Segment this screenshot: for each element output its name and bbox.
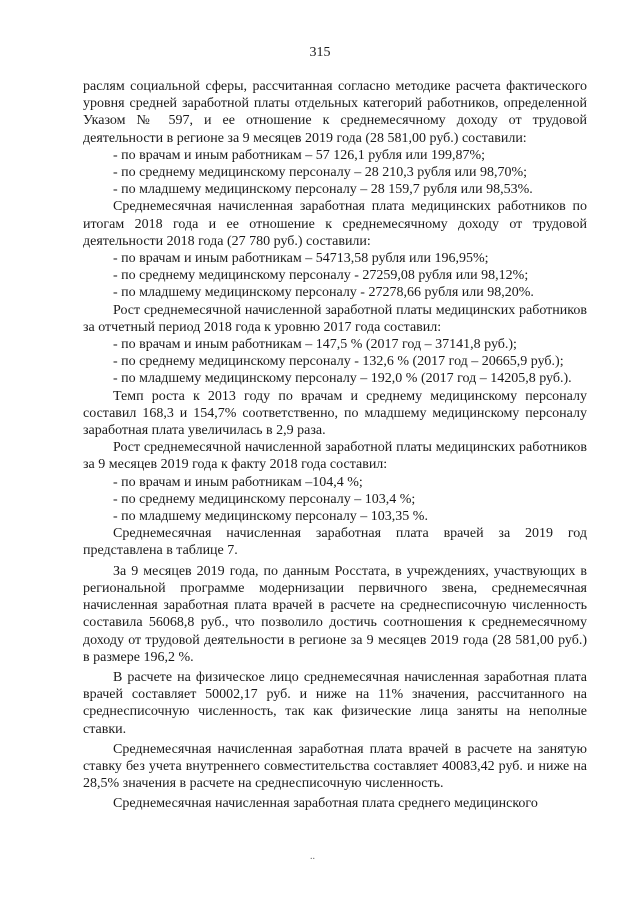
paragraph: Рост среднемесячной начисленной заработной платы медицинских работников за 9 месяцев 2019 года к факту 2018 года составил: <box>83 440 587 473</box>
list-item: - по младшему медицинскому персоналу – 192,0 % (2017 год – 14205,8 руб.). <box>113 371 572 387</box>
list-item: - по врачам и иным работникам – 147,5 % (2017 год – 37141,8 руб.); <box>113 337 517 353</box>
list-item: - по среднему медицинскому персоналу - 27259,08 рубля или 98,12%; <box>113 268 529 284</box>
page-number: 315 <box>309 45 331 60</box>
paragraph-continuation: раслям социальной сферы, рассчитанная согласно методике расчета фактического уровня средней заработной платы отдельных категорий работников, определенной Указом № 597, и ее отношение к среднемесячному доходу от трудовой деятельности в регионе за 9 месяцев 2019 года (28 581,00 руб.) составили: <box>83 79 587 146</box>
list-item: - по среднему медицинскому персоналу – 28 210,3 рубля или 98,70%; <box>113 165 528 181</box>
list-item: - по врачам и иным работникам – 57 126,1 рубля или 199,87%; <box>113 147 486 163</box>
list-item: - по младшему медицинскому персоналу – 103,35 %. <box>113 509 428 525</box>
document-body <box>83 78 587 813</box>
paragraph: Среднемесячная начисленная заработная плата врачей в расчете на занятую ставку без учета внутреннего совместительства составляет 40083,42 руб. и ниже на 28,5% значения в расчете на среднесписочную численность. <box>83 741 587 792</box>
list-item: - по младшему медицинскому персоналу – 28 159,7 рубля или 98,53%. <box>113 182 533 198</box>
list-item: - по среднему медицинскому персоналу – 103,4 %; <box>113 491 416 507</box>
paragraph: Среднемесячная начисленная заработная плата среднего медицинского <box>113 796 538 812</box>
list-item: - по врачам и иным работникам – 54713,58 рубля или 196,95%; <box>113 251 489 267</box>
paragraph: Темп роста к 2013 году по врачам и среднему медицинскому персоналу составил 168,3 и 154,7% соответственно, по младшему медицинскому персоналу заработная плата увеличилась в 2,9 раза. <box>83 388 587 439</box>
paragraph: Рост среднемесячной начисленной заработной платы медицинских работников за отчетный период 2018 года к уровню 2017 года составил: <box>83 302 587 335</box>
paragraph: Среднемесячная начисленная заработная плата медицинских работников по итогам 2018 года и ее отношение к среднемесячному доходу от трудовой деятельности 2018 года (27 780 руб.) составили: <box>83 199 587 249</box>
paragraph: Среднемесячная начисленная заработная плата врачей за 2019 год представлена в таблице 7. <box>83 526 587 559</box>
paragraph: За 9 месяцев 2019 года, по данным Росстата, в учреждениях, участвующих в региональной программе модернизации первичного звена, среднемесячная начисленная заработная плата врачей в расчете на среднесписочную численность составила 56068,8 руб., что позволило достичь соотношения к среднемесячному доходу от трудовой деятельности в регионе за 9 месяцев 2019 года (28 581,00 руб.) в размере 196,2 %. <box>83 563 587 665</box>
paragraph: В расчете на физическое лицо среднемесячная начисленная заработная плата врачей составляет 50002,17 руб. и ниже на 11% значения, рассчитанного на среднесписочную численность, так как физические лица заняты на неполные ставки. <box>83 669 587 737</box>
list-item: - по младшему медицинскому персоналу - 27278,66 рубля или 98,20%. <box>113 285 534 301</box>
list-item: - по врачам и иным работникам –104,4 %; <box>113 474 363 490</box>
list-item: - по среднему медицинскому персоналу - 132,6 % (2017 год – 20665,9 руб.); <box>113 354 564 370</box>
footer-mark: .. <box>310 851 315 862</box>
